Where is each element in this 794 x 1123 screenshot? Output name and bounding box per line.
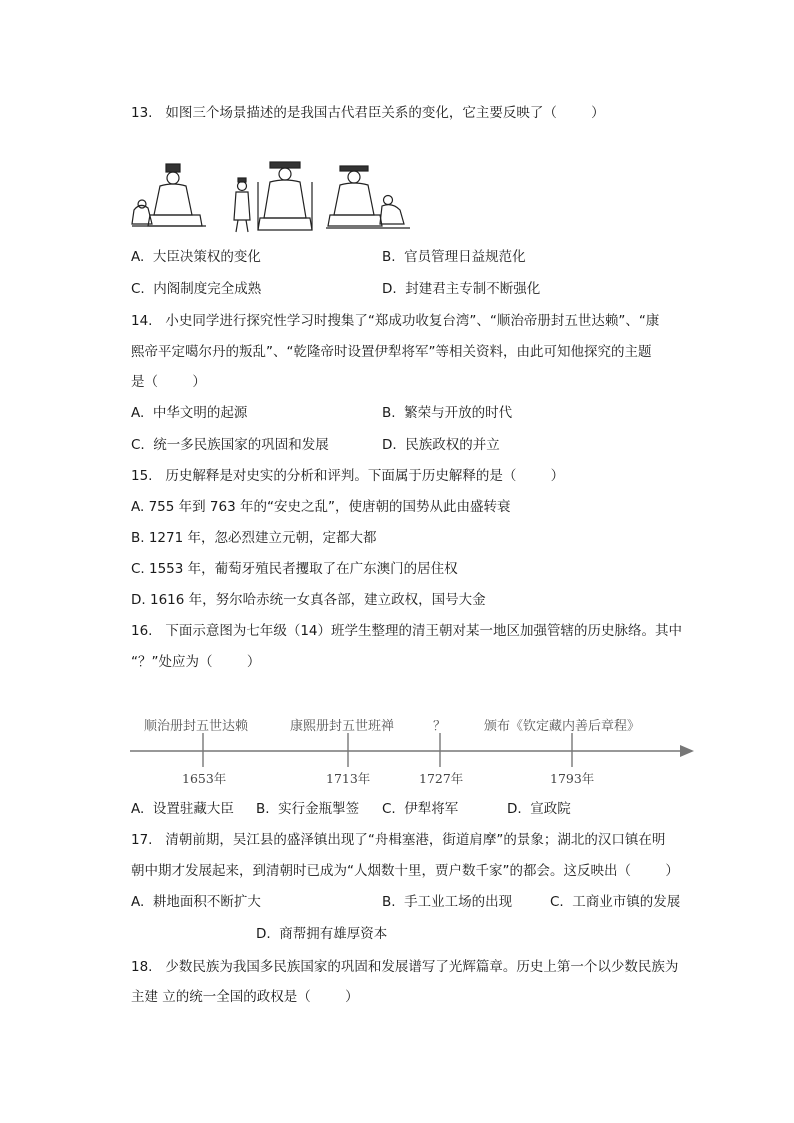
q16-stem-line-1: 16. 下面示意图为七年级（14）班学生整理的清王朝对某一地区加强管辖的历史脉络。其中 bbox=[131, 623, 683, 639]
q17-stem-line-2: 朝中期才发展起来，到清朝时已成为“人烟数十里，贾户数千家”的都会。这反映出（ ） bbox=[131, 863, 679, 879]
q13-option-d[interactable]: D. 封建君主专制不断强化 bbox=[382, 281, 541, 297]
q14-option-c[interactable]: C. 统一多民族国家的巩固和发展 bbox=[131, 437, 329, 453]
q15-option-c[interactable]: C. 1553 年，葡萄牙殖民者攫取了在广东澳门的居住权 bbox=[131, 561, 458, 577]
timeline-event-4: 颁布《钦定藏内善后章程》 bbox=[484, 719, 641, 734]
q14-option-a[interactable]: A. 中华文明的起源 bbox=[131, 405, 248, 421]
q15-option-a[interactable]: A. 755 年到 763 年的“安史之乱”，使唐朝的国势从此由盛转衰 bbox=[131, 499, 511, 515]
q17-option-b[interactable]: B. 手工业工场的出现 bbox=[382, 894, 513, 910]
q16-option-a[interactable]: A. 设置驻藏大臣 bbox=[131, 801, 234, 817]
q17-option-c[interactable]: C. 工商业市镇的发展 bbox=[550, 894, 681, 910]
timeline-event-2: 康熙册封五世班禅 bbox=[290, 719, 395, 734]
q16-option-b[interactable]: B. 实行金瓶掣签 bbox=[256, 801, 360, 817]
q14-option-b[interactable]: B. 繁荣与开放的时代 bbox=[382, 405, 513, 421]
q14-option-d[interactable]: D. 民族政权的并立 bbox=[382, 437, 500, 453]
q18-stem-line-1: 18. 少数民族为我国多民族国家的巩固和发展谱写了光辉篇章。历史上第一个以少数民族为 bbox=[131, 959, 679, 975]
timeline-year-3: 1727年 bbox=[419, 771, 464, 786]
q17-option-a[interactable]: A. 耕地面积不断扩大 bbox=[131, 894, 261, 910]
timeline-year-1: 1653年 bbox=[182, 771, 227, 786]
q16-option-c[interactable]: C. 伊犁将军 bbox=[382, 801, 459, 817]
qing-tibet-timeline bbox=[128, 705, 698, 795]
court-scenes-illustration bbox=[130, 160, 420, 240]
q14-stem-line-3: 是（ ） bbox=[131, 374, 206, 390]
q17-option-d[interactable]: D. 商帮拥有雄厚资本 bbox=[256, 926, 388, 942]
q14-stem-line-1: 14. 小史同学进行探究性学习时搜集了“郑成功收复台湾”、“顺治帝册封五世达赖”、“康 bbox=[131, 313, 660, 329]
timeline-year-2: 1713年 bbox=[326, 771, 371, 786]
q13-stem: 13. 如图三个场景描述的是我国古代君臣关系的变化，它主要反映了（ ） bbox=[131, 105, 605, 121]
q14-stem-line-2: 熙帝平定噶尔丹的叛乱”、“乾隆帝时设置伊犁将军”等相关资料，由此可知他探究的主题 bbox=[131, 344, 652, 360]
q13-option-b[interactable]: B. 官员管理日益规范化 bbox=[382, 249, 526, 265]
q16-stem-line-2: “？”处应为（ ） bbox=[131, 654, 261, 670]
q15-stem: 15. 历史解释是对史实的分析和评判。下面属于历史解释的是（ ） bbox=[131, 468, 565, 484]
q15-option-d[interactable]: D. 1616 年，努尔哈赤统一女真各部，建立政权，国号大金 bbox=[131, 592, 486, 608]
timeline-year-4: 1793年 bbox=[550, 771, 595, 786]
q13-option-c[interactable]: C. 内阁制度完全成熟 bbox=[131, 281, 262, 297]
q17-stem-line-1: 17. 清朝前期，吴江县的盛泽镇出现了“舟楫塞港，街道肩摩”的景象；湖北的汉口镇在明 bbox=[131, 832, 666, 848]
q16-option-d[interactable]: D. 宣政院 bbox=[507, 801, 571, 817]
timeline-event-3: ？ bbox=[433, 719, 447, 734]
timeline-event-1: 顺治册封五世达赖 bbox=[144, 719, 249, 734]
q13-option-a[interactable]: A. 大臣决策权的变化 bbox=[131, 249, 261, 265]
q15-option-b[interactable]: B. 1271 年，忽必烈建立元朝，定都大都 bbox=[131, 530, 377, 546]
q18-stem-line-2: 主建 立的统一全国的政权是（ ） bbox=[131, 989, 359, 1005]
